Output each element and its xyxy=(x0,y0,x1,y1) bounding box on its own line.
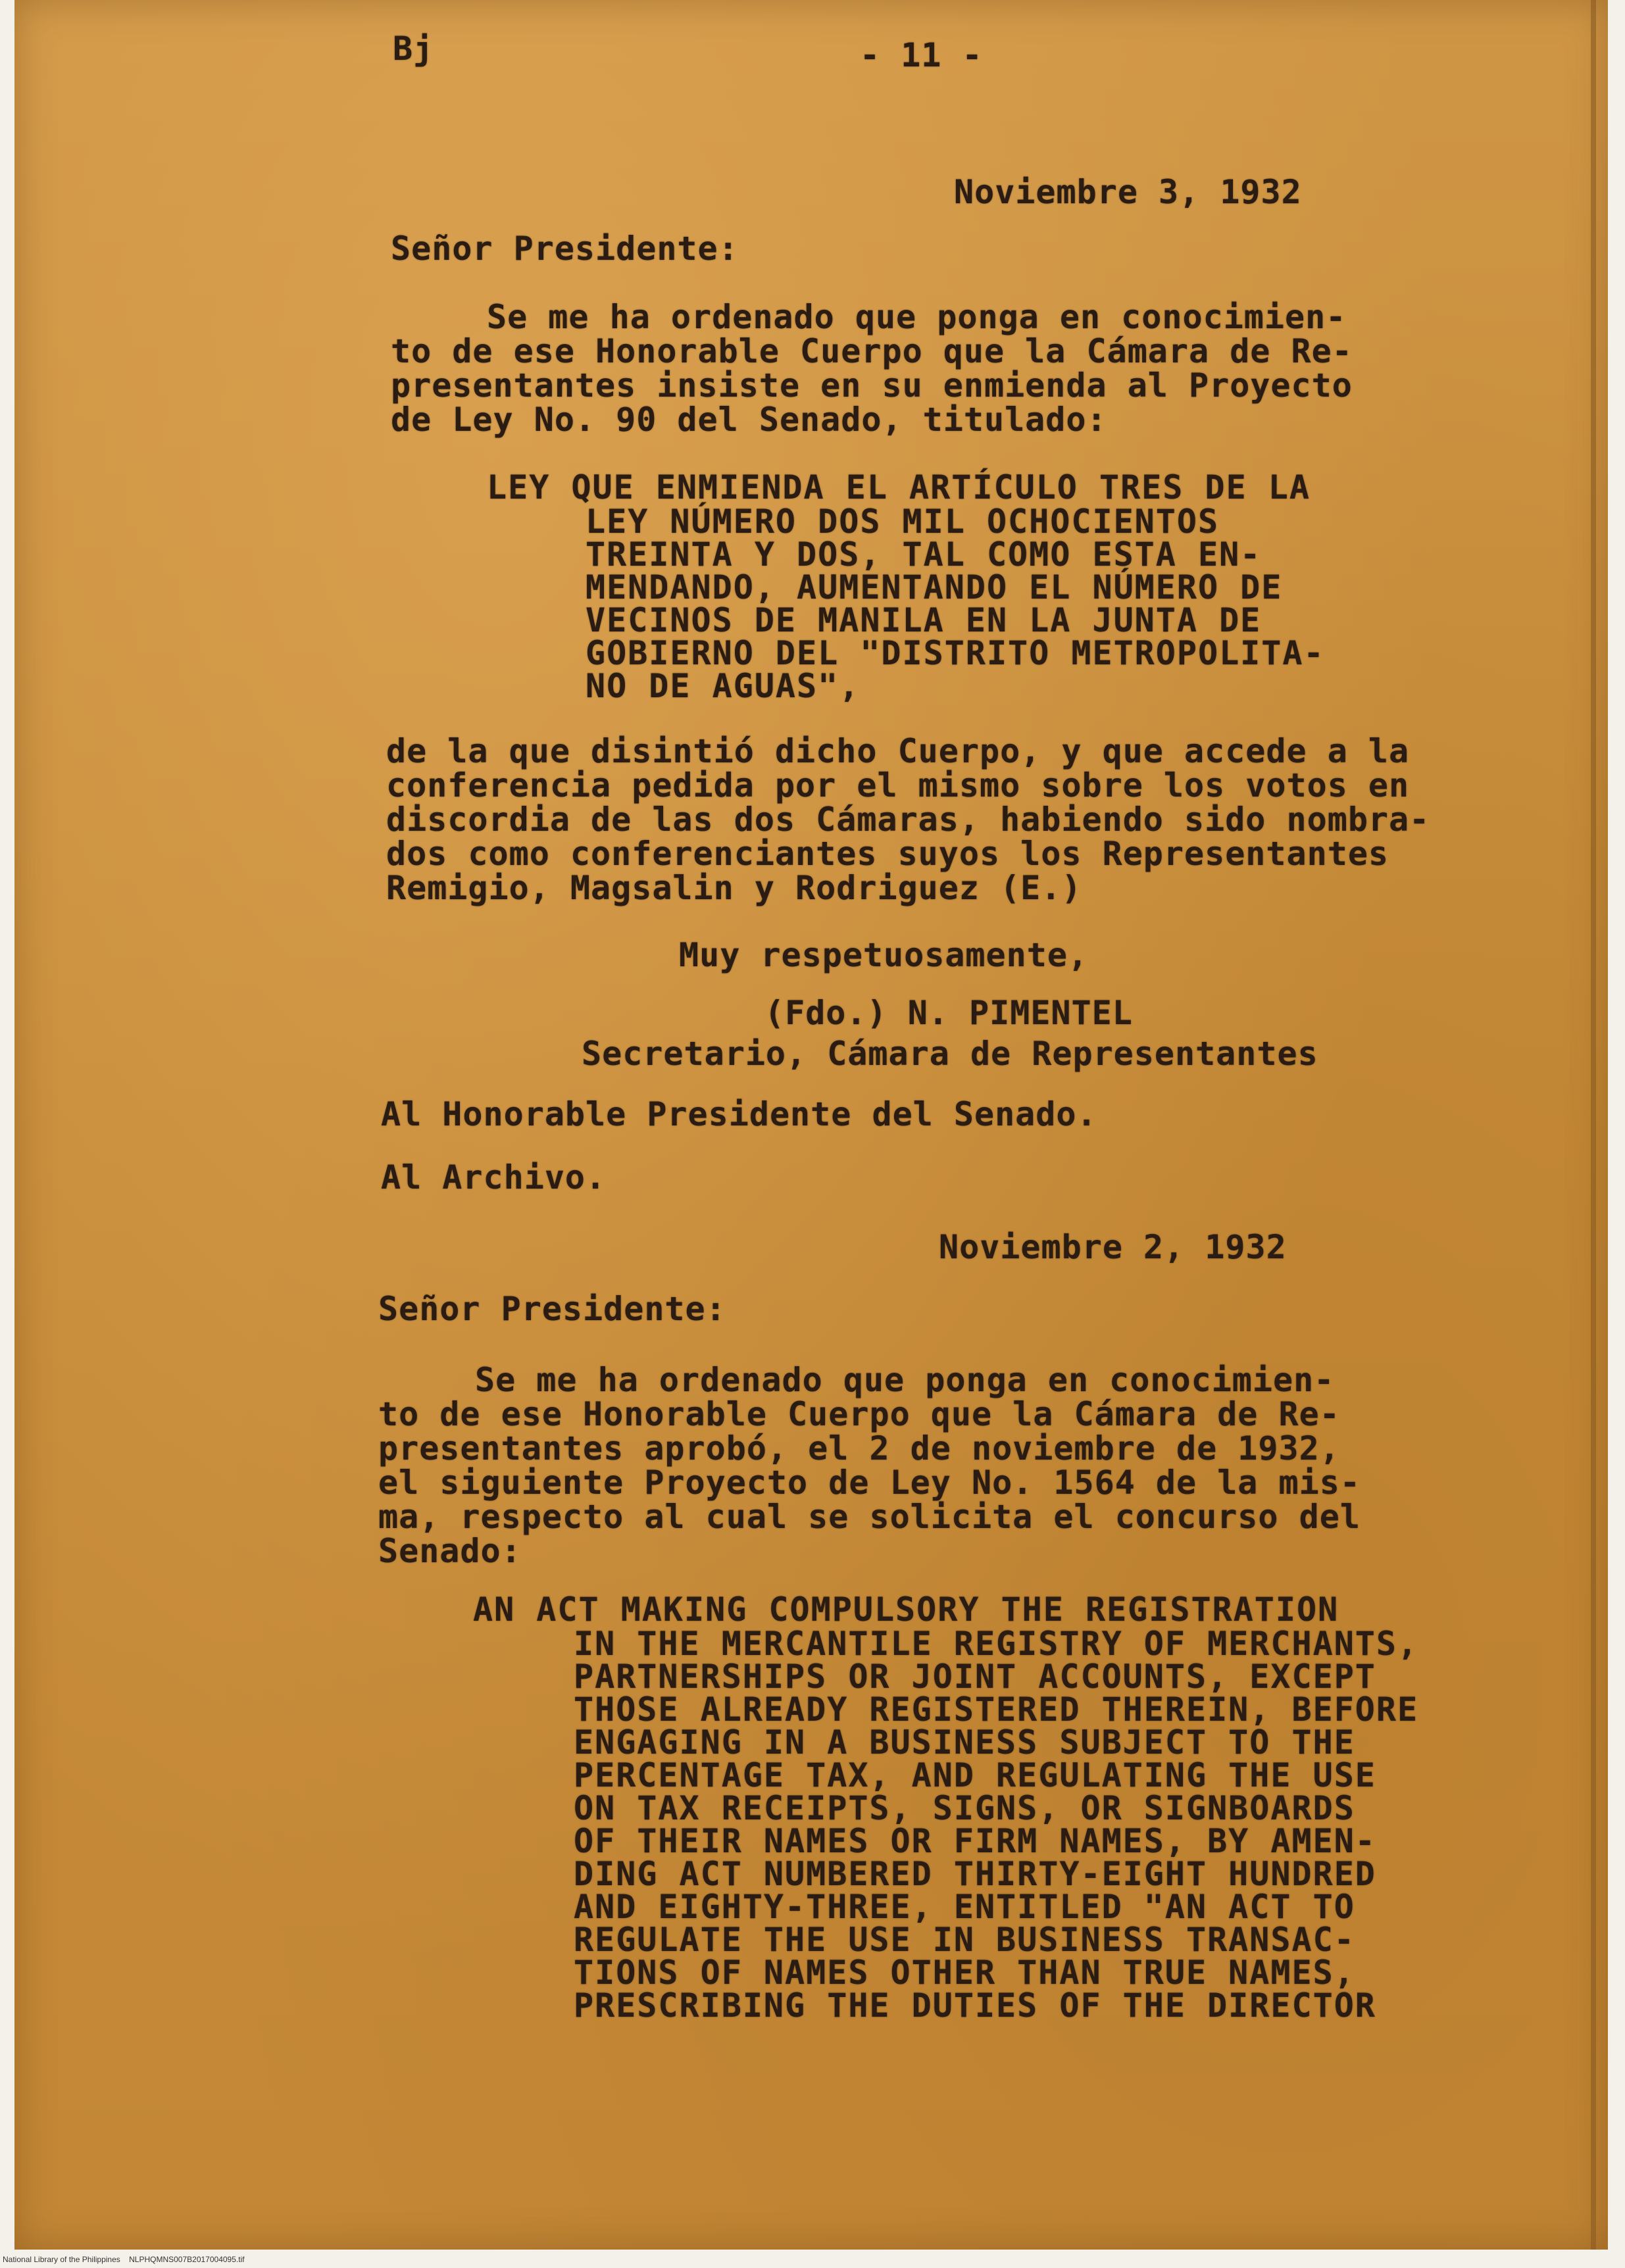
letter2-act-title-line: PRESCRIBING THE DUTIES OF THE DIRECTOR xyxy=(574,1986,1376,2025)
page-edge-shadow xyxy=(1591,0,1596,2250)
letter2-act-title-line: ENGAGING IN A BUSINESS SUBJECT TO THE xyxy=(574,1723,1355,1762)
letter1-valediction: Muy respetuosamente, xyxy=(679,936,1089,974)
letter1-closing-line: de la que disintió dicho Cuerpo, y que accede a la xyxy=(386,732,1410,770)
letter2-act-title-line: THOSE ALREADY REGISTERED THEREIN, BEFORE xyxy=(574,1690,1419,1729)
letter1-addressee: Al Honorable Presidente del Senado. xyxy=(381,1095,1097,1133)
letter1-bill-title-line: NO DE AGUAS", xyxy=(586,667,861,705)
letter2-body-line: Senado: xyxy=(378,1532,522,1570)
letter1-closing-line: discordia de las dos Cámaras, habiendo sido nombra- xyxy=(386,801,1430,839)
letter2-act-title-line: IN THE MERCANTILE REGISTRY OF MERCHANTS, xyxy=(574,1625,1419,1663)
header-initials: Bj xyxy=(393,30,434,68)
letter2-act-title-line: TIONS OF NAMES OTHER THAN TRUE NAMES, xyxy=(574,1954,1355,1992)
footer-file-id: NLPHQMNS007B2017004095.tif xyxy=(129,2255,245,2264)
letter1-body-line: de Ley No. 90 del Senado, titulado: xyxy=(391,401,1107,439)
letter1-closing-line: conferencia pedida por el mismo sobre los votos en xyxy=(386,766,1410,804)
scan-footer xyxy=(3,2255,245,2264)
letter1-bill-title-line: TREINTA Y DOS, TAL COMO ESTA EN- xyxy=(586,535,1262,574)
letter2-act-title-line: OF THEIR NAMES OR FIRM NAMES, BY AMEN- xyxy=(574,1822,1376,1860)
letter2-act-title-line: ON TAX RECEIPTS, SIGNS, OR SIGNBOARDS xyxy=(574,1789,1355,1827)
letter2-act-title-line: AND EIGHTY-THREE, ENTITLED "AN ACT TO xyxy=(574,1888,1355,1926)
letter1-body-line: to de ese Honorable Cuerpo que la Cámara de Re- xyxy=(391,332,1353,370)
letter1-body-line: Se me ha ordenado que ponga en conocimien- xyxy=(487,298,1347,336)
letter1-signature: (Fdo.) N. PIMENTEL xyxy=(764,994,1133,1032)
letter2-body-line: ma, respecto al cual se solicita el concurso del xyxy=(378,1498,1361,1536)
letter2-body-line: Se me ha ordenado que ponga en conocimien- xyxy=(475,1361,1335,1399)
letter2-act-title-line: REGULATE THE USE IN BUSINESS TRANSAC- xyxy=(574,1921,1355,1959)
letter2-salutation: Señor Presidente: xyxy=(378,1290,726,1328)
letter1-bill-title-line: LEY NÚMERO DOS MIL OCHOCIENTOS xyxy=(586,503,1220,541)
letter1-closing-line: Remigio, Magsalin y Rodriguez (E.) xyxy=(386,869,1082,907)
letter1-body-line: presentantes insiste en su enmienda al Proyecto xyxy=(391,366,1353,405)
letter1-archive-note: Al Archivo. xyxy=(381,1158,607,1196)
letter1-bill-title-line: MENDANDO, AUMENTANDO EL NÚMERO DE xyxy=(586,568,1283,606)
letter1-bill-title-line: VECINOS DE MANILA EN LA JUNTA DE xyxy=(586,601,1262,639)
letter2-body-line: el siguiente Proyecto de Ley No. 1564 de la mis- xyxy=(378,1464,1361,1502)
letter2-act-title-line: PERCENTAGE TAX, AND REGULATING THE USE xyxy=(574,1756,1376,1794)
letter1-date: Noviembre 3, 1932 xyxy=(954,173,1302,211)
letter2-act-title-line: DING ACT NUMBERED THIRTY-EIGHT HUNDRED xyxy=(574,1855,1376,1893)
letter2-act-title-line: PARTNERSHIPS OR JOINT ACCOUNTS, EXCEPT xyxy=(574,1658,1376,1696)
letter2-date: Noviembre 2, 1932 xyxy=(939,1228,1287,1266)
letter2-body-line: presentantes aprobó, el 2 de noviembre de 1932, xyxy=(378,1429,1340,1467)
document-page xyxy=(14,0,1608,2250)
letter2-body-line: to de ese Honorable Cuerpo que la Cámara de Re- xyxy=(378,1395,1340,1433)
letter1-closing-line: dos como conferenciantes suyos los Representantes xyxy=(386,835,1389,873)
page-number: - 11 - xyxy=(860,36,983,74)
letter1-bill-title-line: LEY QUE ENMIENDA EL ARTÍCULO TRES DE LA xyxy=(487,468,1311,506)
letter1-signature-title: Secretario, Cámara de Representantes xyxy=(582,1035,1318,1073)
letter1-salutation: Señor Presidente: xyxy=(391,230,739,268)
letter1-bill-title-line: GOBIERNO DEL "DISTRITO METROPOLITA- xyxy=(586,634,1325,672)
letter2-act-title-line: AN ACT MAKING COMPULSORY THE REGISTRATION xyxy=(473,1590,1339,1629)
footer-library: National Library of the Philippines xyxy=(3,2255,120,2264)
